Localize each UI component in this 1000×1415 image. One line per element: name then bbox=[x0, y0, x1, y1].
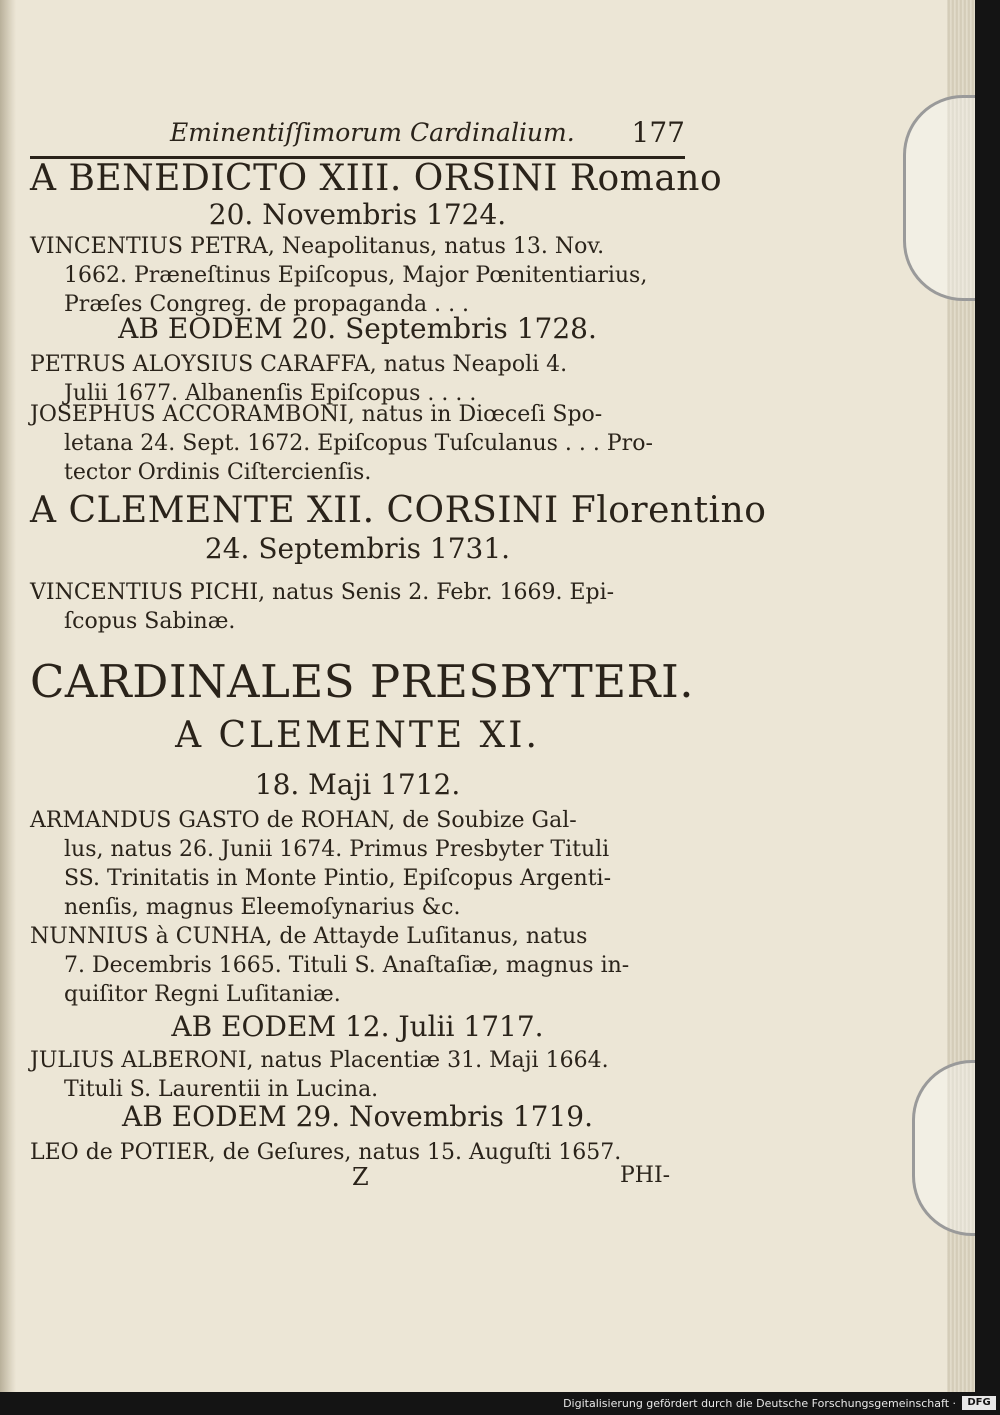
benedict-heading: A BENEDICTO XIII. ORSINI Romano bbox=[30, 158, 723, 199]
entry-line: letana 24. Sept. 1672. Epiſcopus Tuſculanus . . . Pro- bbox=[64, 431, 653, 456]
entry-line: VINCENTIUS PICHI, natus Senis 2. Febr. 1669. Epi- bbox=[30, 580, 615, 605]
entry-line: nenſis, magnus Eleemoſynarius &c. bbox=[64, 895, 461, 920]
dfg-logo: DFG bbox=[962, 1396, 996, 1410]
entry-line: SS. Trinitatis in Monte Pintio, Epiſcopus Argenti- bbox=[64, 866, 612, 891]
entry-line: 1662. Præneſtinus Epiſcopus, Major Pœnitentiarius, bbox=[64, 263, 648, 288]
clemente-xii-date: 24. Septembris 1731. bbox=[204, 532, 511, 565]
running-title: Eminentiſſimorum Cardinalium. bbox=[170, 118, 575, 147]
entry-julius-alberoni bbox=[30, 1046, 685, 1104]
entry-vincentius-petra bbox=[30, 232, 685, 319]
entry-line: tector Ordinis Ciſtercienſis. bbox=[64, 460, 372, 485]
entry-line: JOSEPHUS ACCORAMBONI, natus in Diœceſi Spo- bbox=[30, 402, 603, 427]
presbyteri-title: CARDINALES PRESBYTERI. bbox=[30, 655, 695, 708]
page-number: 177 bbox=[631, 116, 685, 149]
entry-line: JULIUS ALBERONI, natus Placentiæ 31. Maji 1664. bbox=[30, 1048, 609, 1073]
entry-line: quiſitor Regni Luſitaniæ. bbox=[64, 982, 341, 1007]
entry-josephus-accoramboni bbox=[30, 400, 685, 487]
entry-line: Tituli S. Laurentii in Lucina. bbox=[64, 1077, 379, 1102]
page-clip-bottom bbox=[912, 1060, 975, 1236]
entry-line: LEO de POTIER, de Geſures, natus 15. Auguſti 1657. bbox=[30, 1140, 622, 1165]
ab-eodem-heading-1: AB EODEM 20. Septembris 1728. bbox=[118, 312, 597, 345]
entry-line: Julii 1677. Albanenſis Epiſcopus . . . . bbox=[64, 381, 477, 406]
entry-line: PETRUS ALOYSIUS CARAFFA, natus Neapoli 4. bbox=[30, 352, 568, 377]
previous-page-strip bbox=[0, 0, 16, 1392]
entry-line: ARMANDUS GASTO de ROHAN, de Soubize Gal- bbox=[30, 808, 577, 833]
entry-armandus-rohan bbox=[30, 806, 685, 922]
entry-line: 7. Decembris 1665. Tituli S. Anaſtaſiæ, magnus in- bbox=[64, 953, 630, 978]
clemente-xi-heading: A CLEMENTE XI. bbox=[175, 715, 540, 756]
ab-eodem-heading-2: AB EODEM 12. Julii 1717. bbox=[171, 1010, 544, 1043]
entry-vincentius-pichi bbox=[30, 578, 685, 636]
page-clip-top bbox=[903, 95, 975, 301]
signature-mark: Z bbox=[352, 1163, 369, 1191]
benedict-date: 20. Novembris 1724. bbox=[208, 198, 507, 231]
clemente-xii-heading: A CLEMENTE XII. CORSINI Florentino bbox=[30, 490, 767, 531]
entry-line: lus, natus 26. Junii 1674. Primus Presbyter Tituli bbox=[64, 837, 610, 862]
page-header bbox=[30, 108, 685, 159]
entry-line: VINCENTIUS PETRA, Neapolitanus, natus 13. Nov. bbox=[30, 234, 605, 259]
ab-eodem-heading-3: AB EODEM 29. Novembris 1719. bbox=[122, 1100, 593, 1133]
catchword: PHI- bbox=[620, 1163, 671, 1188]
entry-nunnius-cunha bbox=[30, 922, 685, 1009]
entry-line: NUNNIUS à CUNHA, de Attayde Luſitanus, natus bbox=[30, 924, 588, 949]
entry-line: Præſes Congreg. de propaganda . . . bbox=[64, 292, 470, 317]
clemente-xi-date: 18. Maji 1712. bbox=[254, 768, 461, 801]
entry-line: ſcopus Sabinæ. bbox=[64, 609, 236, 634]
digitization-credit: Digitalisierung gefördert durch die Deutsche Forschungsgemeinschaft · bbox=[563, 1397, 956, 1410]
